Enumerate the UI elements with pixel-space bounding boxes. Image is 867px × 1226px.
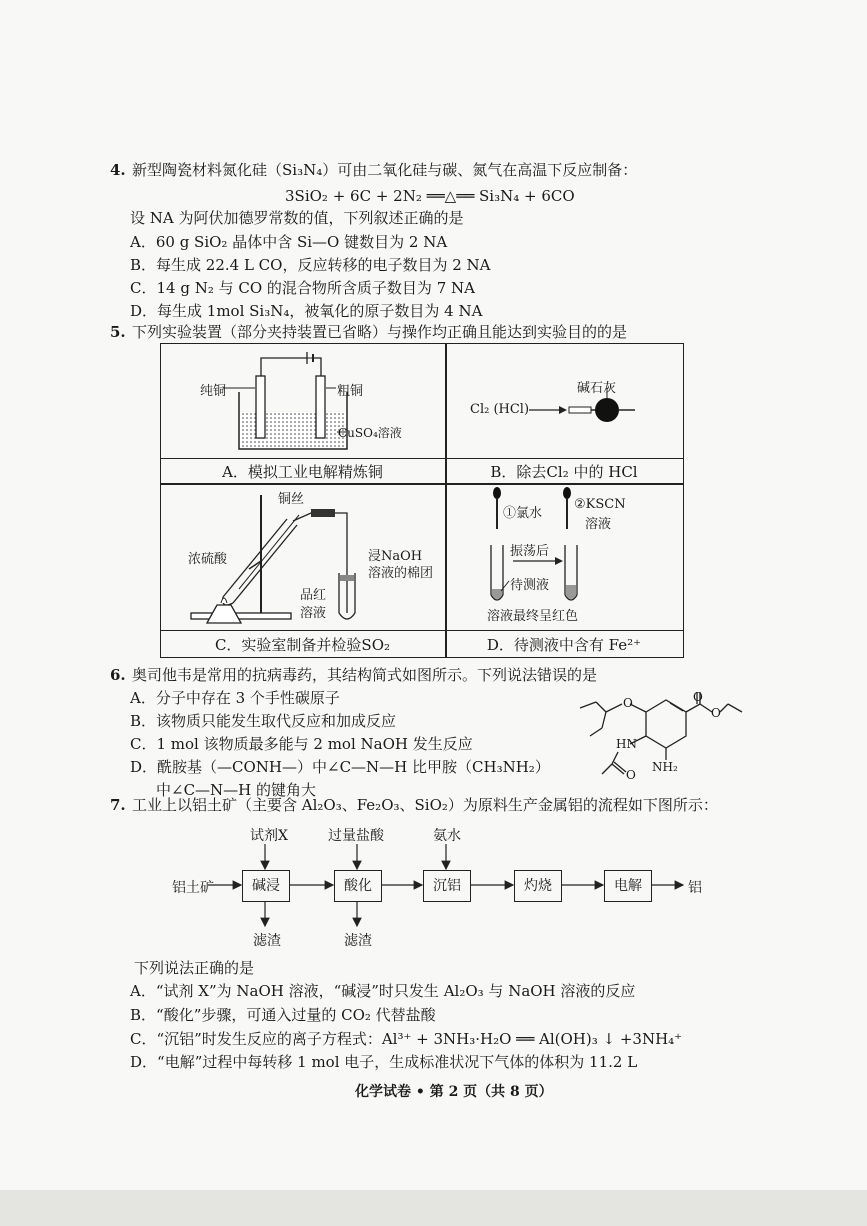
flow-box-precipitate: 沉铝 — [423, 870, 471, 902]
flow-residue-1: 滤渣 — [253, 933, 281, 949]
q4-stem: 新型陶瓷材料氮化硅（Si₃N₄）可由二氧化硅与碳、氮气在高温下反应制备： — [132, 161, 638, 179]
panel-d-label-kscn-solution: 溶液 — [585, 517, 612, 532]
panel-a-label-solution: CuSO₄溶液 — [338, 426, 402, 440]
struct-nh2: NH₂ — [652, 760, 678, 774]
panel-d-label-test-solution: 待测液 — [510, 578, 550, 593]
q7-option-c: C．“沉铝”时发生反应的离子方程式：Al³⁺ + 3NH₃·H₂O ══ Al(OH)₃ ↓ +3NH₄⁺ — [130, 1030, 683, 1048]
struct-o-amide: O — [626, 768, 636, 782]
q6-option-a: A．分子中存在 3 个手性碳原子 — [130, 689, 340, 707]
table-divider-h3 — [161, 630, 683, 631]
panel-c-label-naoh: 浸NaOH — [368, 549, 423, 564]
flow-arrows — [160, 840, 700, 930]
q4-intro: 设 NA 为阿伏加德罗常数的值，下列叙述正确的是 — [130, 209, 464, 227]
q6-option-d-cont: 中∠C—N—H 的键角大 — [156, 781, 317, 799]
panel-a-label-crude-copper: 粗铜 — [337, 384, 364, 399]
struct-o-carbonyl: O — [693, 690, 703, 704]
q6-option-c: C．1 mol 该物质最多能与 2 mol NaOH 发生反应 — [130, 735, 473, 753]
flow-reagent-hcl: 过量盐酸 — [328, 828, 384, 844]
q7-stem: 工业上以铝土矿（主要含 Al₂O₃、Fe₂O₃、SiO₂）为原料生产金属铝的流程如下图所示： — [132, 796, 718, 814]
panel-c-label-pinhong: 品红 — [300, 588, 327, 603]
panel-a-label-pure-copper: 纯铜 — [200, 384, 227, 399]
panel-c-label-solution: 溶液 — [300, 606, 327, 621]
q7-number: 7. — [110, 796, 126, 814]
panel-c-label-copper-wire: 铜丝 — [278, 492, 305, 507]
struct-o-ether: O — [623, 696, 633, 710]
scan-edge-strip — [0, 1190, 867, 1226]
panel-c-label-conc-acid: 浓硫酸 — [188, 552, 228, 567]
struct-hn: HN — [616, 737, 637, 751]
q7-option-d: D．“电解”过程中每转移 1 mol 电子，生成标准状况下气体的体积为 11.2 L — [130, 1053, 638, 1071]
q4-equation: 3SiO₂ + 6C + 2N₂ ══△══ Si₃N₄ + 6CO — [285, 187, 575, 205]
panel-d-label-chlorine-water: ①氯水 — [503, 506, 543, 521]
q6-number: 6. — [110, 666, 126, 684]
table-divider-h1 — [161, 458, 683, 459]
q4-option-c: C．14 g N₂ 与 CO 的混合物所含质子数目为 7 NA — [130, 279, 475, 297]
struct-o-ester: O — [711, 706, 721, 720]
panel-d-caption: D．待测液中含有 Fe²⁺ — [486, 636, 642, 654]
flow-reagent-ammonia: 氨水 — [433, 828, 461, 844]
panel-b-label-soda-lime: 碱石灰 — [577, 381, 617, 396]
flow-box-alkali-leach: 碱浸 — [242, 870, 290, 902]
q4-number: 4. — [110, 161, 126, 179]
q7-intro: 下列说法正确的是 — [134, 959, 255, 977]
panel-d-label-kscn: ②KSCN — [574, 497, 626, 512]
page-footer: 化学试卷 • 第 2 页（共 8 页） — [355, 1084, 553, 1100]
panel-c-caption: C．实验室制备并检验SO₂ — [214, 636, 391, 654]
flow-end: 铝 — [688, 880, 702, 896]
q4-option-b: B．每生成 22.4 L CO，反应转移的电子数目为 2 NA — [130, 256, 491, 274]
q7-option-b: B．“酸化”步骤，可通入过量的 CO₂ 代替盐酸 — [130, 1006, 436, 1024]
flow-box-electrolysis: 电解 — [604, 870, 652, 902]
q4-option-d: D．每生成 1mol Si₃N₄，被氧化的原子数目为 4 NA — [130, 302, 483, 320]
q6-option-b: B．该物质只能发生取代反应和加成反应 — [130, 712, 397, 730]
panel-d-label-shake: 振荡后 — [510, 544, 550, 559]
flow-box-calcine: 灼烧 — [514, 870, 562, 902]
flow-reagent-x: 试剂X — [250, 828, 288, 844]
panel-a-caption: A．模拟工业电解精炼铜 — [222, 463, 383, 481]
panel-d-label-result: 溶液最终呈红色 — [487, 609, 579, 624]
panel-b-drying-tube-diagram — [447, 344, 681, 457]
panel-c-label-cotton: 溶液的棉团 — [368, 566, 434, 581]
flow-residue-2: 滤渣 — [344, 933, 372, 949]
q5-stem: 下列实验装置（部分夹持装置已省略）与操作均正确且能达到实验目的的是 — [132, 323, 628, 341]
panel-b-caption: B．除去Cl₂ 中的 HCl — [490, 463, 638, 481]
q4-option-a: A．60 g SiO₂ 晶体中含 Si—O 键数目为 2 NA — [130, 233, 448, 251]
q5-number: 5. — [110, 323, 126, 341]
q6-option-d: D．酰胺基（—CONH—）中∠C—N—H 比甲胺（CH₃NH₂） — [130, 758, 550, 776]
flow-box-acidify: 酸化 — [334, 870, 382, 902]
q6-stem: 奥司他韦是常用的抗病毒药，其结构简式如图所示。下列说法错误的是 — [132, 666, 598, 684]
q7-option-a: A．“试剂 X”为 NaOH 溶液，“碱浸”时只发生 Al₂O₃ 与 NaOH 溶液的反应 — [130, 982, 636, 1000]
oseltamivir-structure — [566, 690, 746, 790]
panel-b-label-gas: Cl₂ (HCl) — [470, 402, 530, 417]
flow-start: 铝土矿 — [172, 880, 214, 896]
